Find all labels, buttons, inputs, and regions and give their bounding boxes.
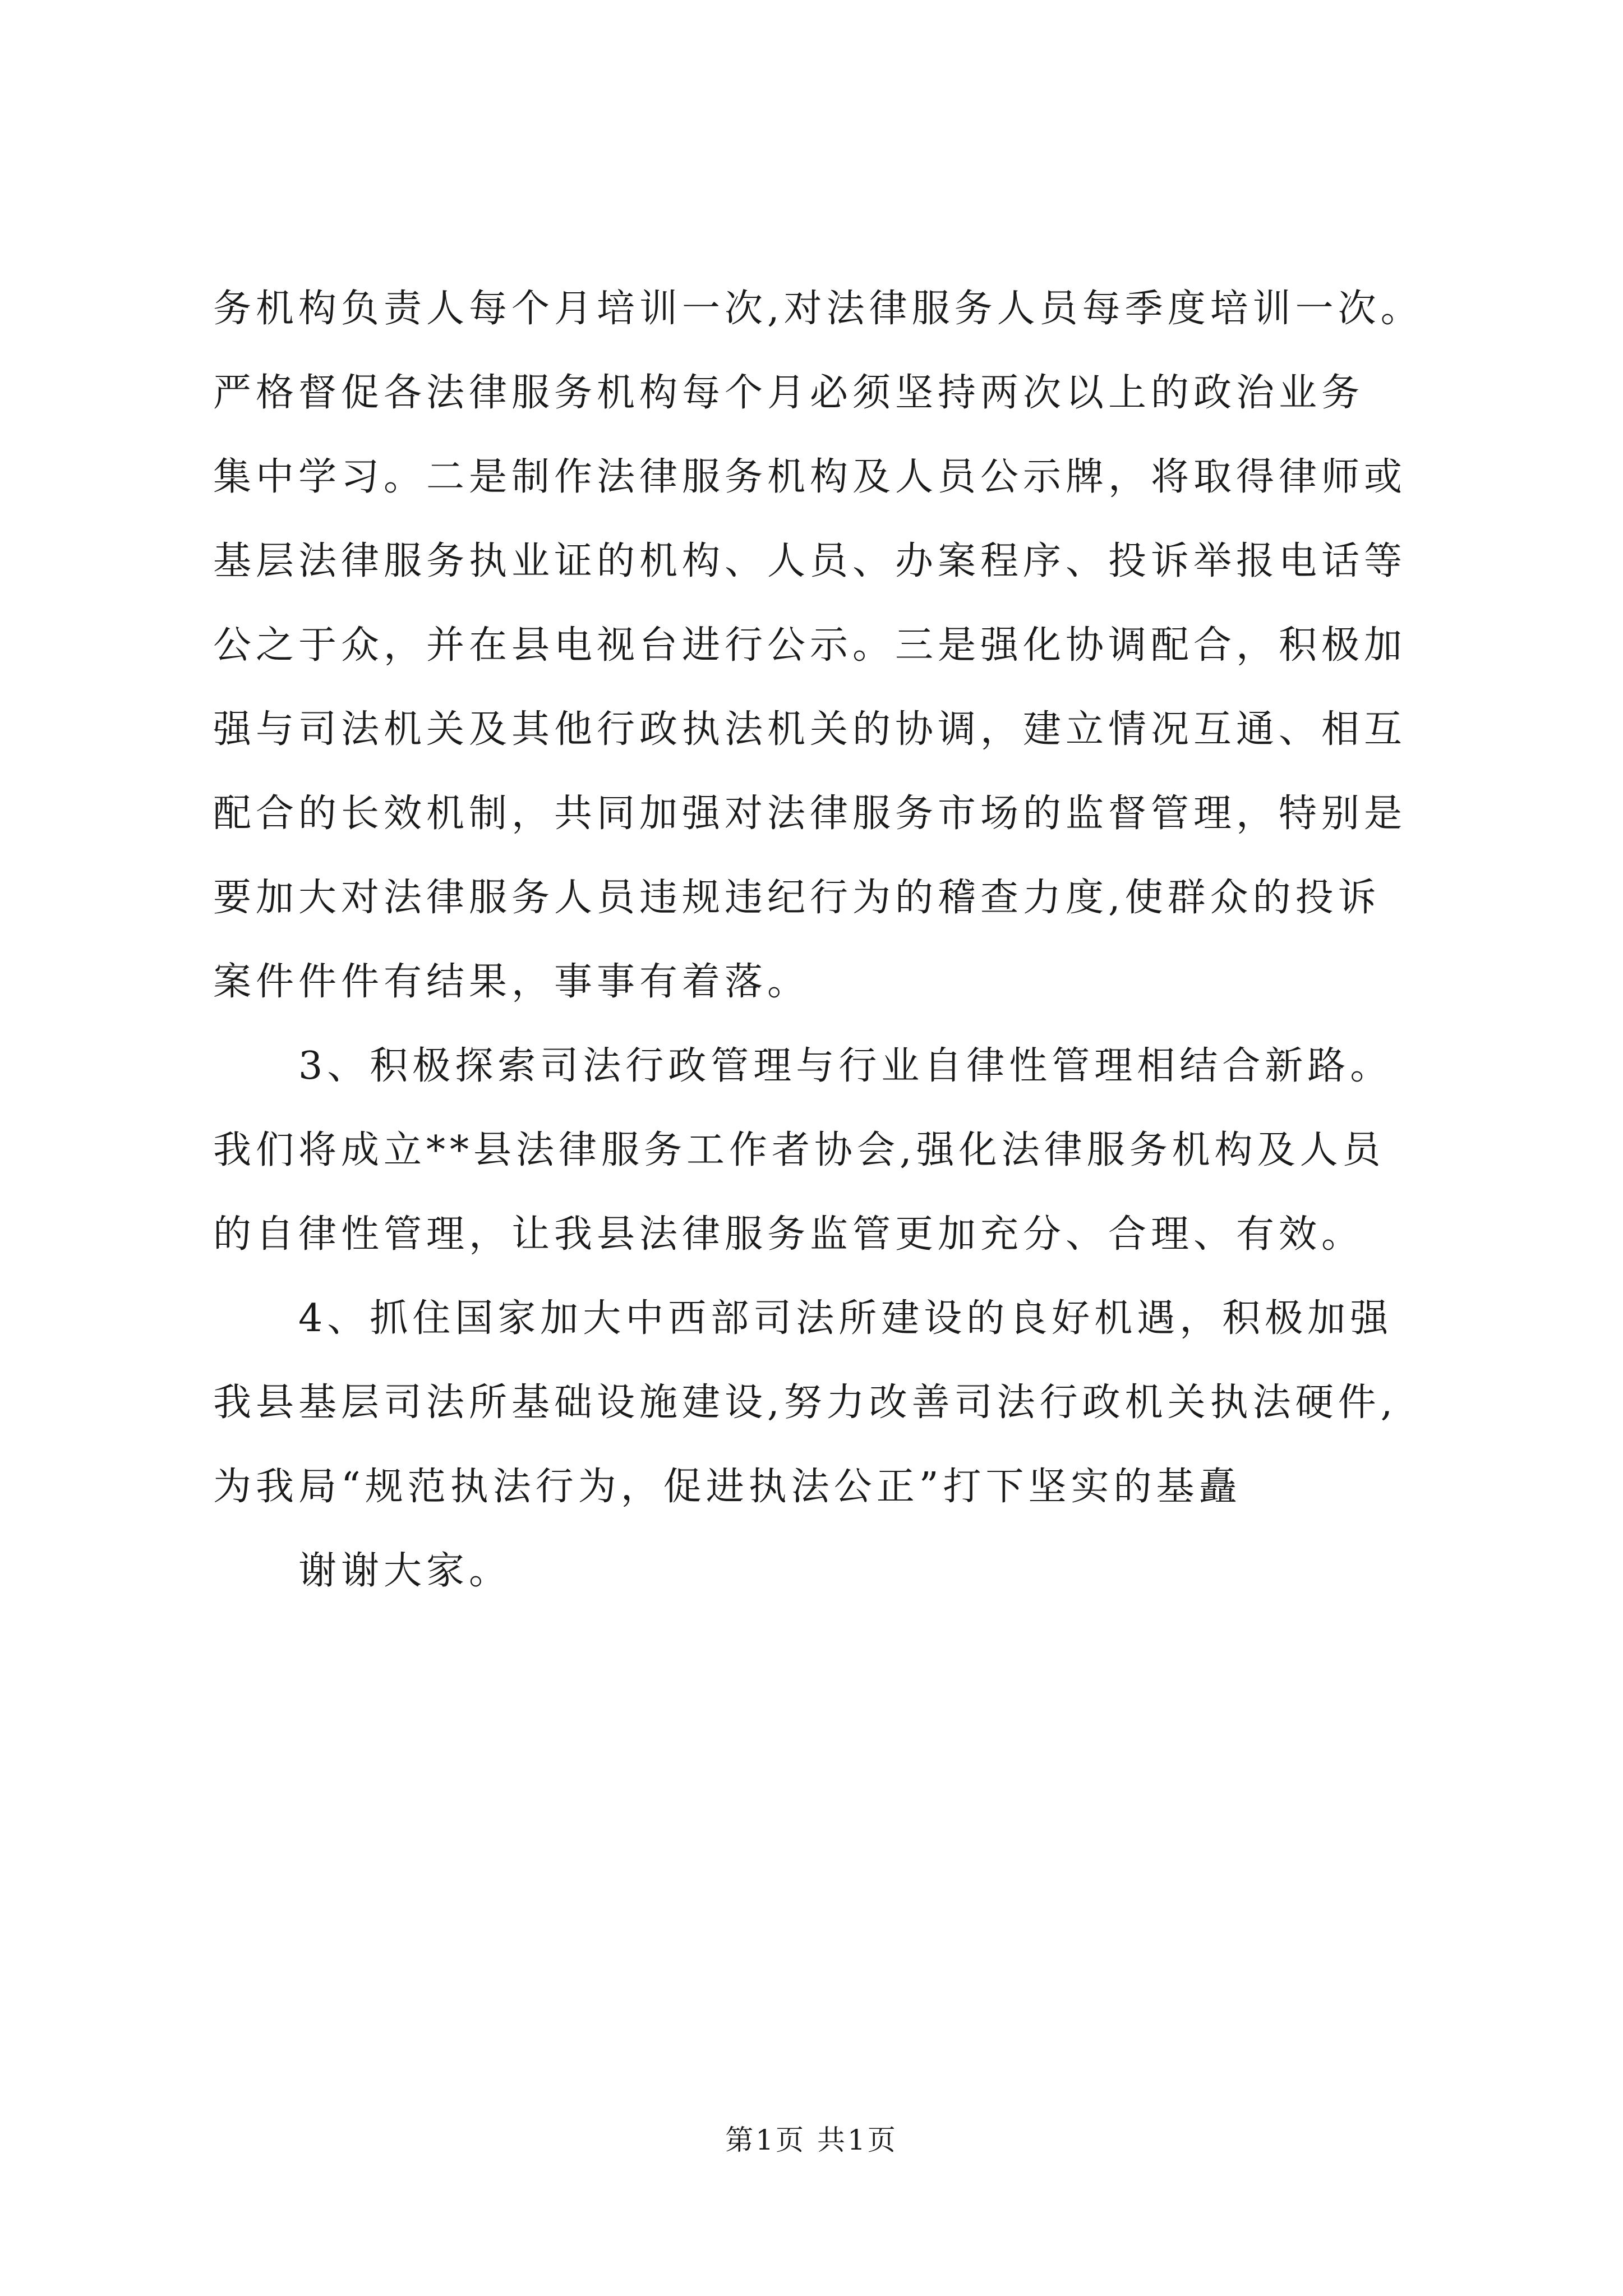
text-line: 基层法律服务执业证的机构、人员、办案程序、投诉举报电话等 [213,539,1407,583]
text-line: 公之于众，并在县电视台进行公示。三是强化协调配合，积极加 [213,623,1407,668]
page-number: 第1页 共1页 [725,2124,898,2156]
text-line: 严格督促各法律服务机构每个月必须坚持两次以上的政治业务 [213,371,1364,415]
text-line: 务机构负责人每个月培训一次,对法律服务人员每季度培训一次。 [213,287,1423,331]
paragraph-3-first-line: 3、积极探索司法行政管理与行业自律性管理相结合新路。 [298,1044,1393,1088]
document-body [213,267,1447,1613]
text-line: 为我局“规范执法行为，促进执法公正”打下坚实的基矗 [213,1465,1242,1509]
text-line: 我县基层司法所基础设施建设,努力改善司法行政机关执法硬件, [213,1381,1398,1425]
text-line: 配合的长效机制，共同加强对法律服务市场的监督管理，特别是 [213,792,1407,836]
text-line: 的自律性管理，让我县法律服务监管更加充分、合理、有效。 [213,1212,1364,1257]
text-line: 我们将成立**县法律服务工作者协会,强化法律服务机构及人员 [213,1128,1385,1172]
closing-line: 谢谢大家。 [298,1549,512,1593]
text-line: 案件件件有结果，事事有着落。 [213,960,810,1004]
paragraph-4-first-line: 4、抓住国家加大中西部司法所建设的良好机遇，积极加强 [298,1296,1393,1341]
text-line: 集中学习。二是制作法律服务机构及人员公示牌，将取得律师或 [213,455,1407,499]
text-line: 要加大对法律服务人员违规违纪行为的稽查力度,使群众的投诉 [213,876,1381,920]
page-footer [0,2118,1623,2158]
text-line: 强与司法机关及其他行政执法机关的协调，建立情况互通、相互 [213,707,1407,752]
